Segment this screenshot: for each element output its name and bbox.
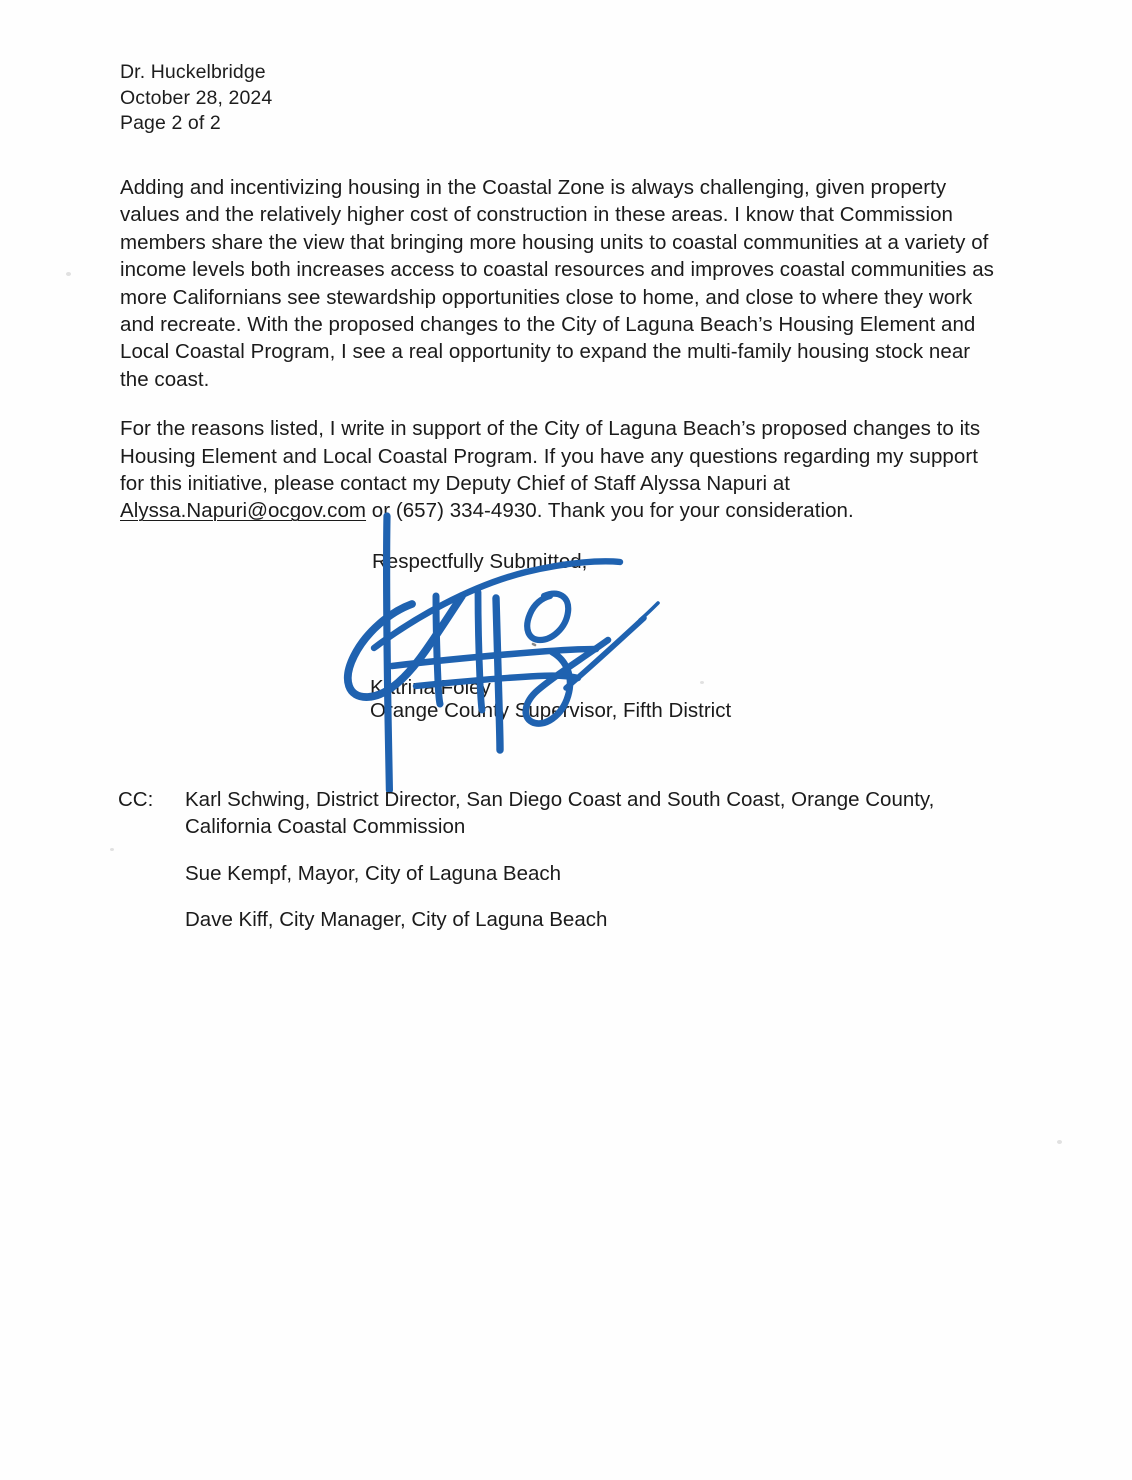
paragraph-line: Local Coastal Program, I see a real opportunity to expand the multi-family housing stock near <box>120 340 971 364</box>
header-page-number: Page 2 of 2 <box>120 112 221 134</box>
closing-salutation: Respectfully Submitted, <box>372 550 588 573</box>
paragraph-line: the coast. <box>120 367 210 391</box>
paragraph-line-with-email <box>120 497 998 524</box>
cc-block <box>118 786 998 934</box>
scan-speck <box>1057 1140 1062 1144</box>
paragraph-line: Housing Element and Local Coastal Program. If you have any questions regarding my support <box>120 444 978 468</box>
scan-speck <box>110 848 114 851</box>
cc-label: CC: <box>118 788 154 811</box>
cc-entry-line: Sue Kempf, Mayor, City of Laguna Beach <box>185 861 562 885</box>
letter-header <box>120 60 620 137</box>
closing-block <box>370 550 892 722</box>
cc-entry-line: California Coastal Commission <box>185 815 466 839</box>
paragraph-line: and recreate. With the proposed changes to the City of Laguna Beach’s Housing Element and <box>120 313 976 337</box>
scan-speck <box>700 681 704 684</box>
paragraph-line: values and the relatively higher cost of construction in these areas. I know that Commission <box>120 203 953 227</box>
paragraph-line: more Californians see stewardship opportunities close to home, and close to where they work <box>120 285 973 309</box>
paragraph-line: income levels both increases access to coastal resources and improves coastal communities as <box>120 258 994 282</box>
signer-name: Katrina Foley <box>370 676 491 699</box>
body-paragraph-2 <box>120 415 998 525</box>
cc-entry-line: Karl Schwing, District Director, San Diego Coast and South Coast, Orange County, <box>185 788 935 811</box>
cc-entry <box>185 906 998 933</box>
body-paragraph-1 <box>120 174 998 393</box>
scan-speck <box>66 272 71 276</box>
paragraph-line: for this initiative, please contact my Deputy Chief of Staff Alyssa Napuri at <box>120 472 791 496</box>
paragraph-line: members share the view that bringing more housing units to coastal communities at a variety of <box>120 230 989 254</box>
header-recipient: Dr. Huckelbridge <box>120 61 266 83</box>
paragraph-line: Adding and incentivizing housing in the Coastal Zone is always challenging, given property <box>120 176 947 199</box>
header-date: October 28, 2024 <box>120 86 273 109</box>
cc-entries <box>185 786 998 934</box>
letter-body <box>120 174 998 547</box>
signer-title: Orange County Supervisor, Fifth District <box>370 699 732 722</box>
cc-entry <box>185 786 998 841</box>
contact-email-link[interactable]: Alyssa.Napuri@ocgov.com <box>120 499 367 523</box>
paragraph-line: For the reasons listed, I write in support of the City of Laguna Beach’s proposed changes to its <box>120 417 981 441</box>
cc-entry <box>185 860 998 887</box>
cc-entry-line: Dave Kiff, City Manager, City of Laguna Beach <box>185 908 608 932</box>
paragraph-line-tail: or (657) 334-4930. Thank you for your consideration. <box>366 499 854 523</box>
